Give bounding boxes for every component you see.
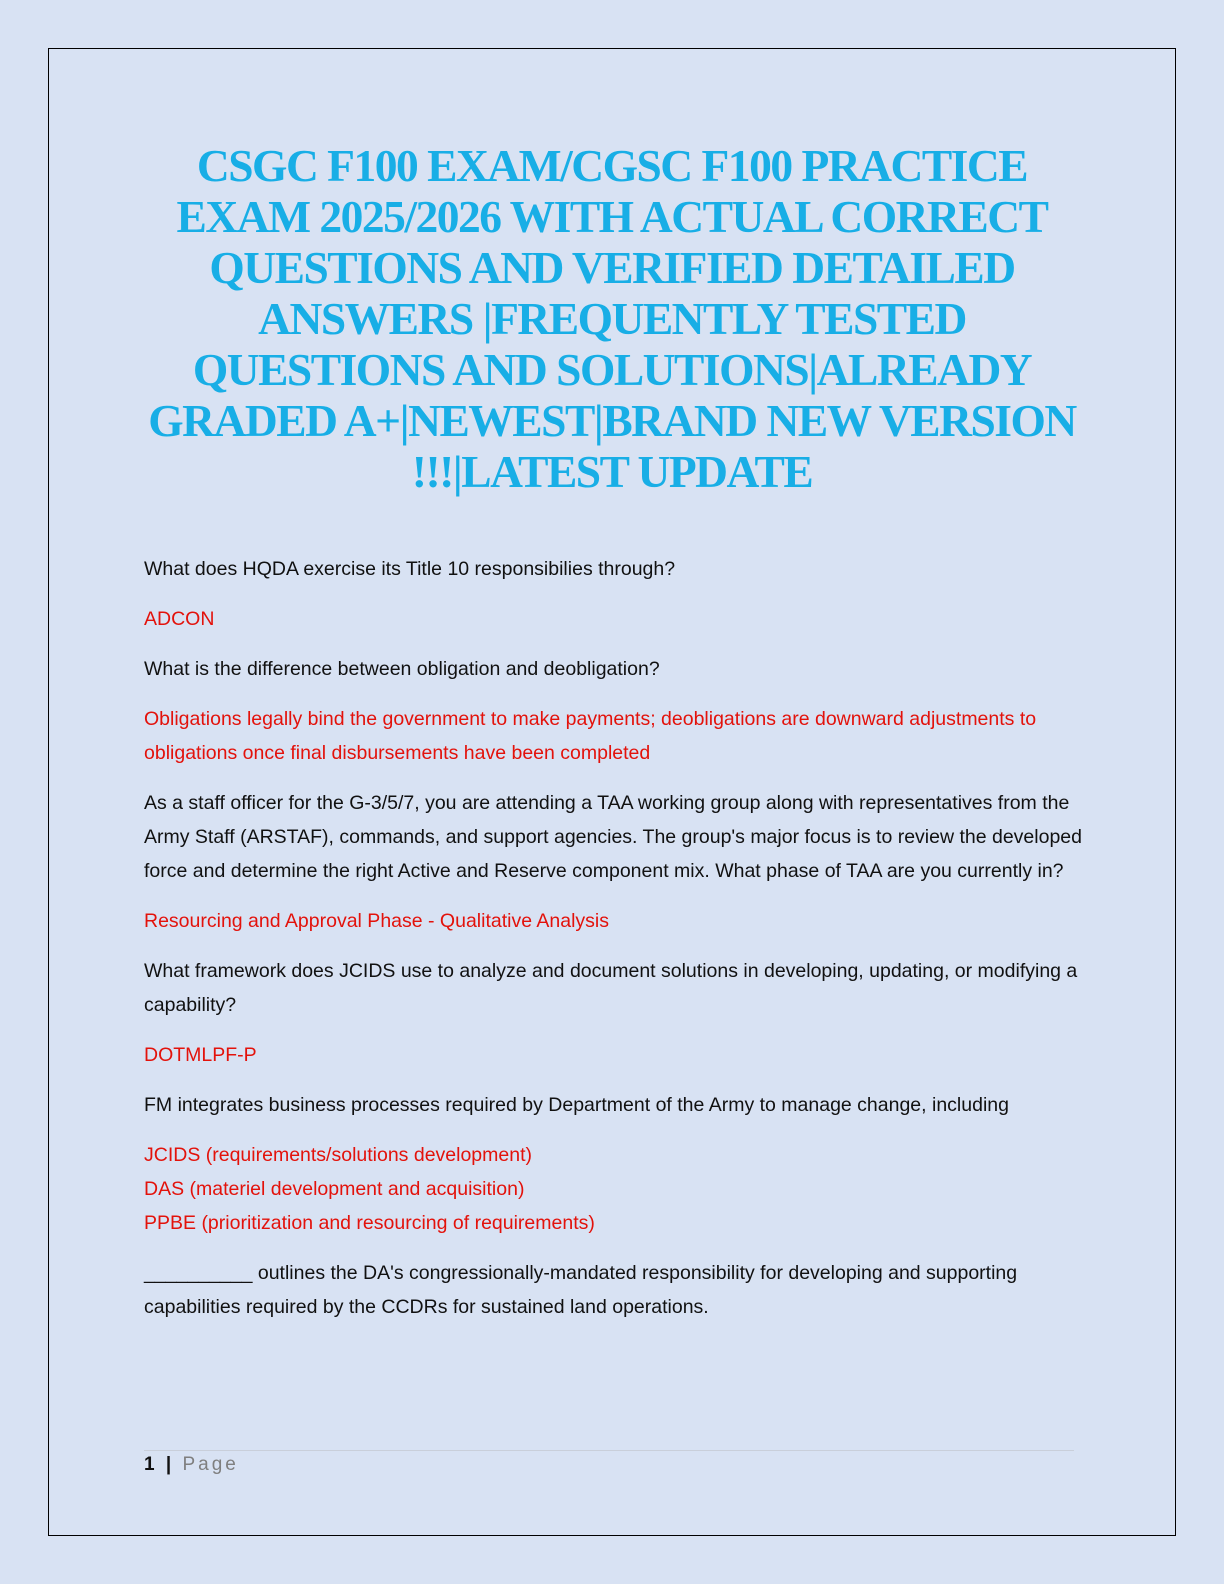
question-text: FM integrates business processes required by Department of the Army to manage change, including (144, 1094, 1009, 1116)
title-line: GRADED A+|NEWEST|BRAND NEW VERSION (148, 395, 1076, 446)
answer-line: DAS (materiel development and acquisition) (144, 1178, 525, 1200)
page-footer (144, 1454, 239, 1476)
answer-text: Obligations legally bind the government to make payments; deobligations are downward adjustments to obligations once final disbursements have been completed (144, 708, 1037, 764)
page-label: Page (182, 1454, 239, 1475)
footer-separator: | (165, 1454, 172, 1475)
question-text: As a staff officer for the G-3/5/7, you are attending a TAA working group along with representatives from the Army Staff (ARSTAF), commands, and support agencies. The group's major focus is to review the developed force and determine the right Active and Reserve component mix. What phase of TAA are you currently in? (144, 792, 1082, 882)
answer-line: PPBE (prioritization and resourcing of requirements) (144, 1212, 595, 1234)
question-text: What framework does JCIDS use to analyze and document solutions in developing, updating, or modifying a capability? (144, 960, 1078, 1016)
question-text: What is the difference between obligation and deobligation? (144, 658, 660, 680)
question-text: __________ outlines the DA's congressionally-mandated responsibility for developing and supporting capabilities required by the CCDRs for sustained land operations. (144, 1262, 1018, 1318)
answer-text: Resourcing and Approval Phase - Qualitative Analysis (144, 910, 610, 932)
answer-line: JCIDS (requirements/solutions development) (144, 1144, 533, 1166)
page-number: 1 (144, 1454, 155, 1475)
question-text: What does HQDA exercise its Title 10 responsibilies through? (144, 558, 676, 580)
qa-content (144, 552, 1084, 1340)
answer-text: DOTMLPF-P (144, 1044, 257, 1066)
title-line: CSGC F100 EXAM/CGSC F100 PRACTICE (196, 140, 1028, 191)
document-title (130, 140, 1094, 497)
answer-list (144, 1138, 1084, 1240)
footer-divider (144, 1450, 1074, 1451)
title-line: QUESTIONS AND VERIFIED DETAILED (209, 242, 1015, 293)
title-line: ANSWERS |FREQUENTLY TESTED (258, 293, 966, 344)
title-line: !!!|LATEST UPDATE (411, 446, 813, 497)
answer-text: ADCON (144, 608, 215, 630)
title-line: QUESTIONS AND SOLUTIONS|ALREADY (192, 344, 1032, 395)
title-line: EXAM 2025/2026 WITH ACTUAL CORRECT (176, 191, 1048, 242)
